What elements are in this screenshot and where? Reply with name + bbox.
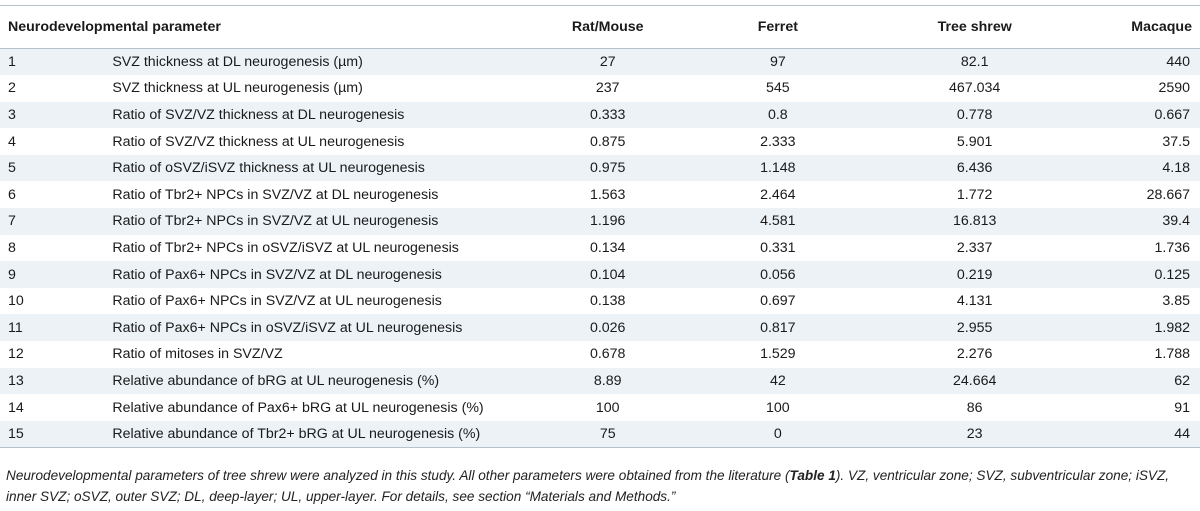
- parameters-table: [0, 5, 1200, 448]
- tree-shrew-value: 2.955: [956, 319, 993, 336]
- table-footnote: [6, 465, 1194, 507]
- ferret-value: 42: [769, 372, 786, 389]
- table-row: [0, 128, 1200, 155]
- table-row: [0, 181, 1200, 208]
- row-number: 9: [8, 266, 16, 283]
- header-ferret: Ferret: [757, 19, 798, 35]
- ferret-value: 0.056: [760, 266, 796, 283]
- tree-shrew-value: 0.778: [956, 106, 993, 123]
- rat-mouse-value: 27: [536, 49, 680, 76]
- table-row: [0, 421, 1200, 448]
- rat-mouse-value: 0.026: [589, 319, 626, 336]
- table-row: [0, 208, 1200, 235]
- macaque-value: 1.736: [1154, 239, 1190, 256]
- tree-shrew-value: 2.337: [956, 239, 993, 256]
- table-row: [0, 102, 1200, 129]
- table-row: [0, 75, 1200, 102]
- footnote-table-ref[interactable]: Table 1: [789, 468, 836, 483]
- header-parameter: Neurodevelopmental parameter: [8, 19, 221, 35]
- row-number: 12: [8, 346, 24, 363]
- ferret-value: 4.581: [760, 213, 796, 230]
- tree-shrew-value: 5.901: [956, 133, 993, 150]
- row-number: 4: [8, 133, 16, 150]
- ferret-value: 100: [765, 399, 790, 416]
- macaque-value: 91: [1174, 399, 1190, 416]
- tree-shrew-value: 0.219: [956, 266, 993, 283]
- ferret-value: 2.464: [760, 186, 796, 203]
- header-macaque: Macaque: [1131, 19, 1192, 35]
- macaque-value: 28.667: [1146, 186, 1190, 203]
- row-description: Relative abundance of bRG at UL neurogenesis (%): [112, 372, 440, 389]
- macaque-value: 44: [1073, 421, 1200, 448]
- table-body: [0, 49, 1200, 448]
- ferret-value: 97: [679, 49, 876, 76]
- rat-mouse-value: 0.875: [589, 133, 626, 150]
- macaque-value: 440: [1073, 49, 1200, 76]
- row-number: 14: [8, 399, 24, 416]
- row-number: 8: [8, 239, 16, 256]
- row-number: 1: [0, 49, 112, 76]
- table-row: [0, 341, 1200, 368]
- row-description: Ratio of SVZ/VZ thickness at UL neurogenesis: [112, 133, 405, 150]
- ferret-value: 0.8: [767, 106, 788, 123]
- macaque-value: 0.125: [1154, 266, 1190, 283]
- row-description: Ratio of Tbr2+ NPCs in oSVZ/iSVZ at UL neurogenesis: [112, 239, 459, 256]
- table-row: [0, 261, 1200, 288]
- row-description: Ratio of Pax6+ NPCs in oSVZ/iSVZ at UL neurogenesis: [112, 319, 463, 336]
- row-description: SVZ thickness at DL neurogenesis (µm): [112, 49, 536, 76]
- row-number: 2: [8, 80, 16, 97]
- table-row: [0, 314, 1200, 341]
- row-description: Ratio of Tbr2+ NPCs in SVZ/VZ at UL neurogenesis: [112, 213, 439, 230]
- rat-mouse-value: 237: [595, 80, 620, 97]
- row-number: 6: [8, 186, 16, 203]
- rat-mouse-value: 0.678: [589, 346, 626, 363]
- row-description: Relative abundance of Tbr2+ bRG at UL neurogenesis (%): [112, 421, 536, 448]
- footnote-text-1: Neurodevelopmental parameters of tree shrew were analyzed in this study. All other parameters were obtained from the literature (: [6, 468, 790, 483]
- row-description: Ratio of SVZ/VZ thickness at DL neurogenesis: [112, 106, 405, 123]
- tree-shrew-value: 4.131: [956, 293, 993, 310]
- table-row: [0, 49, 1200, 76]
- row-number: 7: [8, 213, 16, 230]
- tree-shrew-value: 16.813: [952, 213, 997, 230]
- row-description: Ratio of mitoses in SVZ/VZ: [112, 346, 283, 363]
- macaque-value: 1.788: [1154, 346, 1190, 363]
- table-row: [0, 235, 1200, 262]
- footnote-text-2: ). VZ, ventricular zone; SVZ, subventricular zone; iSVZ, inner SVZ; oSVZ, outer SVZ; DL, deep-layer; UL, upper-layer. For details, see section “Materials and Methods.”: [6, 468, 1170, 504]
- rat-mouse-value: 0.975: [589, 160, 626, 177]
- rat-mouse-value: 100: [595, 399, 620, 416]
- rat-mouse-value: 1.196: [589, 213, 626, 230]
- table-row: [0, 394, 1200, 421]
- row-description: Ratio of Pax6+ NPCs in SVZ/VZ at UL neurogenesis: [112, 293, 442, 310]
- table-header-row: [0, 6, 1200, 49]
- row-number: 15: [0, 421, 112, 448]
- ferret-value: 2.333: [760, 133, 796, 150]
- tree-shrew-value: 1.772: [956, 186, 993, 203]
- row-number: 3: [8, 106, 16, 123]
- macaque-value: 4.18: [1162, 160, 1190, 177]
- header-tree-shrew: Tree shrew: [937, 19, 1012, 35]
- row-description: Ratio of Tbr2+ NPCs in SVZ/VZ at DL neurogenesis: [112, 186, 439, 203]
- row-description: Ratio of oSVZ/iSVZ thickness at UL neurogenesis: [112, 160, 425, 177]
- header-rat-mouse: Rat/Mouse: [571, 19, 644, 35]
- ferret-value: 1.148: [760, 160, 796, 177]
- macaque-value: 1.982: [1154, 319, 1190, 336]
- tree-shrew-value: 6.436: [956, 160, 993, 177]
- rat-mouse-value: 0.333: [589, 106, 626, 123]
- rat-mouse-value: 8.89: [593, 372, 622, 389]
- table-row: [0, 155, 1200, 182]
- macaque-value: 3.85: [1162, 293, 1190, 310]
- rat-mouse-value: 1.563: [589, 186, 626, 203]
- tree-shrew-value: 467.034: [949, 80, 1001, 97]
- tree-shrew-value: 82.1: [876, 49, 1073, 76]
- rat-mouse-value: 0.134: [589, 239, 626, 256]
- macaque-value: 37.5: [1162, 133, 1190, 150]
- ferret-value: 1.529: [760, 346, 796, 363]
- rat-mouse-value: 75: [536, 421, 680, 448]
- ferret-value: 0: [679, 421, 876, 448]
- rat-mouse-value: 0.104: [589, 266, 626, 283]
- tree-shrew-value: 2.276: [956, 346, 993, 363]
- ferret-value: 0.331: [760, 239, 796, 256]
- row-number: 11: [8, 319, 23, 336]
- row-number: 5: [8, 160, 16, 177]
- rat-mouse-value: 0.138: [589, 293, 626, 310]
- row-description: Ratio of Pax6+ NPCs in SVZ/VZ at DL neurogenesis: [112, 266, 442, 283]
- macaque-value: 2590: [1158, 80, 1190, 97]
- ferret-value: 0.817: [760, 319, 796, 336]
- row-description: SVZ thickness at UL neurogenesis (µm): [112, 80, 363, 97]
- row-description: Relative abundance of Pax6+ bRG at UL neurogenesis (%): [112, 399, 484, 416]
- row-number: 13: [8, 372, 24, 389]
- tree-shrew-value: 23: [876, 421, 1073, 448]
- table-row: [0, 368, 1200, 395]
- ferret-value: 545: [765, 80, 790, 97]
- ferret-value: 0.697: [760, 293, 796, 310]
- tree-shrew-value: 24.664: [952, 372, 997, 389]
- macaque-value: 62: [1174, 372, 1190, 389]
- row-number: 10: [8, 293, 24, 310]
- table-row: [0, 288, 1200, 315]
- macaque-value: 0.667: [1154, 106, 1190, 123]
- tree-shrew-value: 86: [966, 399, 983, 416]
- macaque-value: 39.4: [1162, 213, 1190, 230]
